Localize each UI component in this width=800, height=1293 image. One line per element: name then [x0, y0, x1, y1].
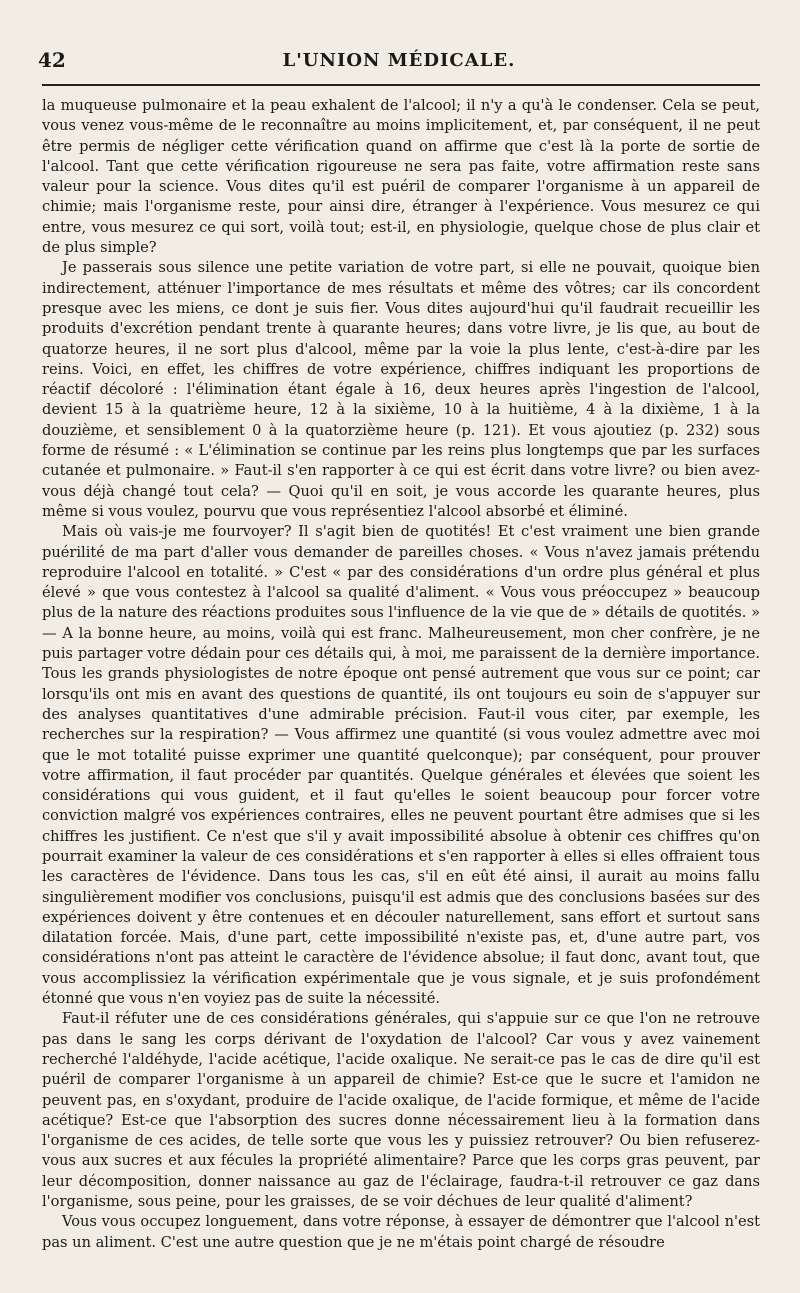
page-header	[38, 48, 760, 78]
body-text	[42, 96, 760, 1253]
paragraph: Faut-il réfuter une de ces considérations générales, qui s'appuie sur ce que l'on ne retrouve pas dans le sang les corps dérivant de l'oxydation de l'alcool? Car vous y avez vainement recherché l'aldéhyde, l'acide acétique, l'acide oxalique. Ne serait-ce pas le cas de dire qu'il est puéril de comparer l'organisme à un appareil de chimie? Est-ce que le sucre et l'amidon ne peuvent pas, en s'oxydant, produire de l'acide oxalique, de l'acide formique, et même de l'acide acétique? Est-ce que l'absorption des sucres donne nécessairement lieu à la formation dans l'organisme de ces acides, de telle sorte que vous les y puissiez retrouver? Ou bien refuserez-vous aux sucres et aux fécules la propriété alimentaire? Parce que les corps gras peuvent, par leur décomposition, donner naissance au gaz de l'éclairage, faudra-t-il retrouver ce gaz dans l'organisme, sous peine, pour les graisses, de se voir déchues de leur qualité d'aliment?	[42, 1010, 760, 1211]
paragraph: Mais où vais-je me fourvoyer? Il s'agit bien de quotités! Et c'est vraiment une bien grande puérilité de ma part d'aller vous demander de pareilles choses. « Vous n'avez jamais prétendu reproduire l'alcool en totalité. » C'est « par des considérations d'un ordre plus général et plus élevé » que vous contestez à l'alcool sa qualité d'aliment. « Vous vous préoccupez » beaucoup plus de la nature des réactions produites sous l'influence de la vie que de » détails de quotités. » — A la bonne heure, au moins, voilà qui est franc. Malheureusement, mon cher confrère, je ne puis partager votre dédain pour ces détails qui, à moi, me paraissent de la dernière importance. Tous les grands physiologistes de notre époque ont pensé autrement que vous sur ce point; car lorsqu'ils ont mis en avant des questions de quantité, ils ont toujours eu soin de s'appuyer sur des analyses quantitatives d'une admirable précision. Faut-il vous citer, par exemple, les recherches sur la respiration? — Vous affirmez une quantité (si vous voulez admettre avec moi que le mot totalité puisse exprimer une quantité quelconque); par conséquent, pour prouver votre affirmation, il faut procéder par quantités. Quelque générales et élevées que soient les considérations qui vous guident, et il faut qu'elles le soient beaucoup pour forcer votre conviction malgré vos expériences contraires, elles ne peuvent pourtant être admises que si les chiffres les justifient. Ce n'est que s'il y avait impossibilité absolue à obtenir ces chiffres qu'on pourrait examiner la valeur de ces considérations et s'en rapporter à elles si elles offraient tous les caractères de l'évidence. Dans tous les cas, s'il en eût été ainsi, il aurait au moins fallu singulièrement modifier vos conclusions, puisqu'il est admis que des conclusions basées sur des expériences doivent y être contenues et en découler naturellement, sans effort et surtout sans dilatation forcée. Mais, d'une part, cette impossibilité n'existe pas, et, d'une autre part, vos considérations n'ont pas atteint le caractère de l'évidence absolue; il faut donc, avant tout, que vous accomplissiez la vérification expérimentale que je vous signale, et je suis profondément étonné que vous n'en voyiez pas de suite la nécessité.	[42, 523, 760, 1008]
paragraph: Vous vous occupez longuement, dans votre réponse, à essayer de démontrer que l'alcool n'est pas un aliment. C'est une autre question que je ne m'étais point chargé de résoudre	[42, 1213, 760, 1251]
page-number: 42	[38, 48, 66, 72]
header-rule	[42, 84, 760, 86]
running-title: L'UNION MÉDICALE.	[282, 50, 516, 71]
paragraph: la muqueuse pulmonaire et la peau exhalent de l'alcool; il n'y a qu'à le condenser. Cela se peut, vous venez vous-même de le reconnaître au moins implicitement, et, par conséquent, il ne peut être permis de négliger cette vérification quand on affirme que c'est là la porte de sortie de l'alcool. Tant que cette vérification rigoureuse ne sera pas faite, votre affirmation reste sans valeur pour la science. Vous dites qu'il est puéril de comparer l'organisme à un appareil de chimie; mais l'organisme reste, pour ainsi dire, étranger à l'expérience. Vous mesurez ce qui entre, vous mesurez ce qui sort, voilà tout; est-il, en physiologie, quelque chose de plus clair et de plus simple?	[42, 97, 760, 257]
paragraph: Je passerais sous silence une petite variation de votre part, si elle ne pouvait, quoique bien indirectement, atténuer l'importance de mes résultats et même des vôtres; car ils concordent presque avec les miens, ce dont je suis fier. Vous dites aujourd'hui qu'il faudrait recueillir les produits d'excrétion pendant trente à quarante heures; dans votre livre, je lis que, au bout de quatorze heures, il ne sort plus d'alcool, même par la voie la plus lente, c'est-à-dire par les reins. Voici, en effet, les chiffres de votre expérience, chiffres indiquant les proportions de réactif décoloré : l'élimination étant égale à 16, deux heures après l'ingestion de l'alcool, devient 15 à la quatrième heure, 12 à la sixième, 10 à la huitième, 4 à la dixième, 1 à la douzième, et sensiblement 0 à la quatorzième heure (p. 121). Et vous ajoutiez (p. 232) sous forme de résumé : « L'élimination se continue par les reins plus longtemps que par les surfaces cutanée et pulmonaire. » Faut-il s'en rapporter à ce qui est écrit dans votre livre? ou bien avez-vous déjà changé tout cela? — Quoi qu'il en soit, je vous accorde les quarante heures, plus même si vous voulez, pourvu que vous représentiez l'alcool absorbé et éliminé.	[42, 259, 760, 520]
